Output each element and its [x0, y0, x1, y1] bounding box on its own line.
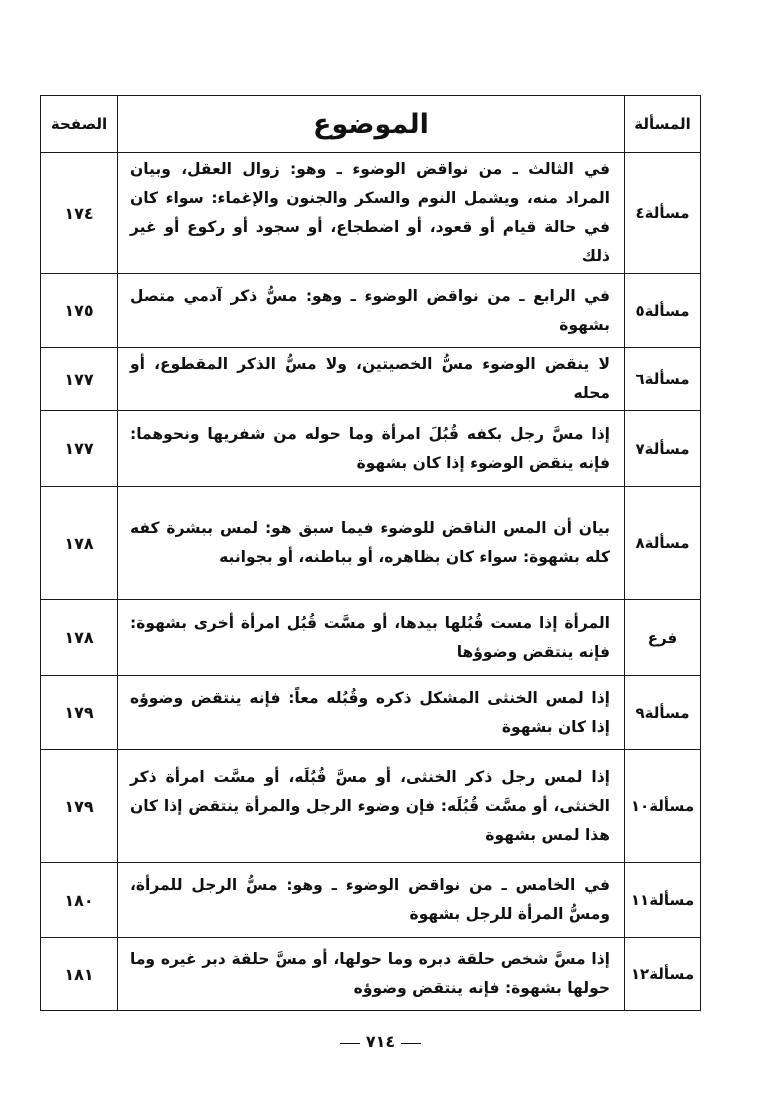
table-row	[41, 600, 701, 676]
footer-dash-left	[401, 1042, 421, 1044]
table-row	[41, 487, 701, 600]
row-issue: مسألة٤	[625, 153, 701, 274]
row-issue: مسألة٨	[625, 487, 701, 600]
header-topic-label: الموضوع	[118, 96, 625, 153]
row-page-number: ١٧٩	[41, 676, 118, 750]
row-page-number: ١٧٤	[41, 153, 118, 274]
row-topic: في الرابع ـ من نواقض الوضوء ـ وهو: مسُّ ذكر آدمي متصل بشهوة	[118, 274, 625, 348]
header-issue-label: المسألة	[625, 96, 701, 153]
row-issue: مسألة٩	[625, 676, 701, 750]
table-row	[41, 938, 701, 1011]
row-page-number: ١٧٧	[41, 411, 118, 487]
row-topic: إذا مسَّ رجل بكفه قُبُلَ امرأة وما حوله من شفريها ونحوهما: فإنه ينقض الوضوء إذا كان بشهوة	[118, 411, 625, 487]
row-issue: مسألة٥	[625, 274, 701, 348]
row-page-number: ١٧٥	[41, 274, 118, 348]
table-row	[41, 153, 701, 274]
row-page-number: ١٧٩	[41, 750, 118, 863]
row-topic: إذا مسَّ شخص حلقة دبره وما حولها، أو مسَّ حلقة دبر غيره وما حولها بشهوة: فإنه ينتقض وضوؤه	[118, 938, 625, 1011]
row-topic: لا ينقض الوضوء مسُّ الخصيتين، ولا مسُّ الذكر المقطوع، أو محله	[118, 348, 625, 411]
table-header-row	[41, 96, 701, 153]
header-page-label: الصفحة	[41, 96, 118, 153]
footer-dash-right	[340, 1042, 360, 1044]
row-topic: إذا لمس رجل ذكر الخنثى، أو مسَّ قُبُلَه، أو مسَّت امرأة ذكر الخنثى، أو مسَّت قُبُلَه: فإن وضوء الرجل والمرأة ينتقض إذا كان هذا لمس بشهوة	[118, 750, 625, 863]
table-row	[41, 411, 701, 487]
row-issue: مسألة١٢	[625, 938, 701, 1011]
row-page-number: ١٧٧	[41, 348, 118, 411]
row-issue: مسألة٧	[625, 411, 701, 487]
row-topic: المرأة إذا مست قُبُلها بيدها، أو مسَّت قُبُل امرأة أخرى بشهوة: فإنه ينتقض وضوؤها	[118, 600, 625, 676]
row-topic: في الثالث ـ من نواقض الوضوء ـ وهو: زوال العقل، وبيان المراد منه، ويشمل النوم والسكر والجنون والإغماء: سواء كان في حالة قيام أو قعود، أو اضطجاع، أو سجود أو ركوع أو غير ذلك	[118, 153, 625, 274]
table-row	[41, 863, 701, 938]
row-topic: في الخامس ـ من نواقض الوضوء ـ وهو: مسُّ الرجل للمرأة، ومسُّ المرأة للرجل بشهوة	[118, 863, 625, 938]
row-page-number: ١٧٨	[41, 600, 118, 676]
row-issue: فرع	[625, 600, 701, 676]
index-table	[40, 95, 701, 1011]
row-issue: مسألة٦	[625, 348, 701, 411]
table-row	[41, 676, 701, 750]
row-issue: مسألة١١	[625, 863, 701, 938]
row-page-number: ١٧٨	[41, 487, 118, 600]
table-row	[41, 274, 701, 348]
row-topic: إذا لمس الخنثى المشكل ذكره وقُبُله معاً: فإنه ينتقض وضوؤه إذا كان بشهوة	[118, 676, 625, 750]
table-row	[41, 348, 701, 411]
table-row	[41, 750, 701, 863]
footer-page-number: ٧١٤	[365, 1032, 396, 1051]
row-page-number: ١٨٠	[41, 863, 118, 938]
row-page-number: ١٨١	[41, 938, 118, 1011]
row-issue: مسألة١٠	[625, 750, 701, 863]
row-topic: بيان أن المس الناقض للوضوء فيما سبق هو: لمس ببشرة كفه كله بشهوة: سواء كان بظاهره، أو بباطنه، أو بجوانبه	[118, 487, 625, 600]
page-footer	[0, 1032, 761, 1052]
